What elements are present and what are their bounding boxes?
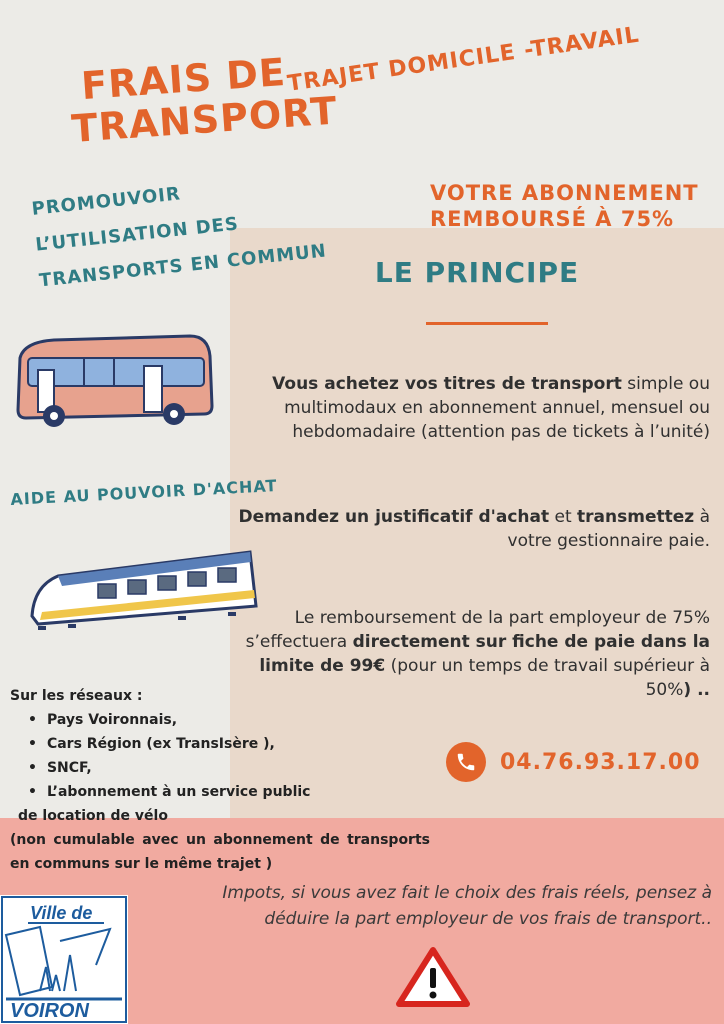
phone-glyph-icon xyxy=(455,751,477,773)
list-item: • SNCF, xyxy=(28,756,430,780)
promouvoir-text: PROMOUVOIR L’UTILISATION DES TRANSPORTS EN COMMUN xyxy=(30,183,328,292)
list-item: • L’abonnement à un service public xyxy=(28,780,430,804)
principe-title: LE PRINCIPE xyxy=(374,256,580,289)
p2-bold-2: transmettez xyxy=(577,507,695,527)
warning-icon xyxy=(396,946,470,1008)
p3-rest: (pour un temps de travail supérieur à 50% xyxy=(385,656,710,700)
principe-paragraph-2 xyxy=(236,505,710,553)
subtitle-trajet: TRAJET DOMICILE -TRAVAIL xyxy=(286,22,642,97)
p1-rest: simple ou multimodaux en abonnement annuel, mensuel ou hebdomadaire (attention pas de tickets à l’unité) xyxy=(284,374,710,442)
logo-graphic-icon xyxy=(0,895,128,1024)
logo-line2: VOIRON xyxy=(10,1000,89,1022)
abonnement-text: VOTRE ABONNEMENT REMBOURSÉ À 75% xyxy=(430,181,699,231)
reseaux-items xyxy=(10,708,430,804)
principe-divider xyxy=(426,322,548,325)
p2-bold-1: Demandez un justificatif d'achat xyxy=(238,507,550,527)
p3-start: Le remboursement de la part employeur de 75% s’effectuera xyxy=(245,608,710,652)
bus-icon xyxy=(14,334,214,434)
list-item: • Cars Région (ex TransIsère ), xyxy=(28,732,430,756)
p1-bold: Vous achetez vos titres de transport xyxy=(272,374,622,394)
train-icon xyxy=(28,546,260,636)
reseaux-location: de location de vélo xyxy=(18,808,168,824)
logo-line1: Ville de xyxy=(30,903,93,923)
reseaux-note: (non cumulable avec un abonnement de transports en communs sur le même trajet ) xyxy=(10,832,430,872)
phone-number[interactable]: 04.76.93.17.00 xyxy=(500,750,701,775)
ville-de-voiron-logo xyxy=(0,895,128,1024)
p2-rest: à votre gestionnaire paie. xyxy=(507,507,710,551)
reseaux-heading: Sur les réseaux : xyxy=(10,688,143,704)
p3-bold: directement sur fiche de paie dans la limite de 99€ xyxy=(259,632,710,676)
p2-mid: et xyxy=(549,507,578,527)
p3-end: ) .. xyxy=(683,680,710,700)
reseaux-list xyxy=(10,684,430,876)
list-item: • Pays Voironnais, xyxy=(28,708,430,732)
principe-paragraph-1 xyxy=(236,372,710,444)
impots-text: Impots, si vous avez fait le choix des frais réels, pensez à déduire la part employeur de vos frais de transport.. xyxy=(222,883,712,929)
phone-icon xyxy=(446,742,486,782)
page-title: FRAIS DE TRANSPORT xyxy=(70,49,340,151)
aide-text: AIDE AU POUVOIR D'ACHAT xyxy=(10,476,278,509)
